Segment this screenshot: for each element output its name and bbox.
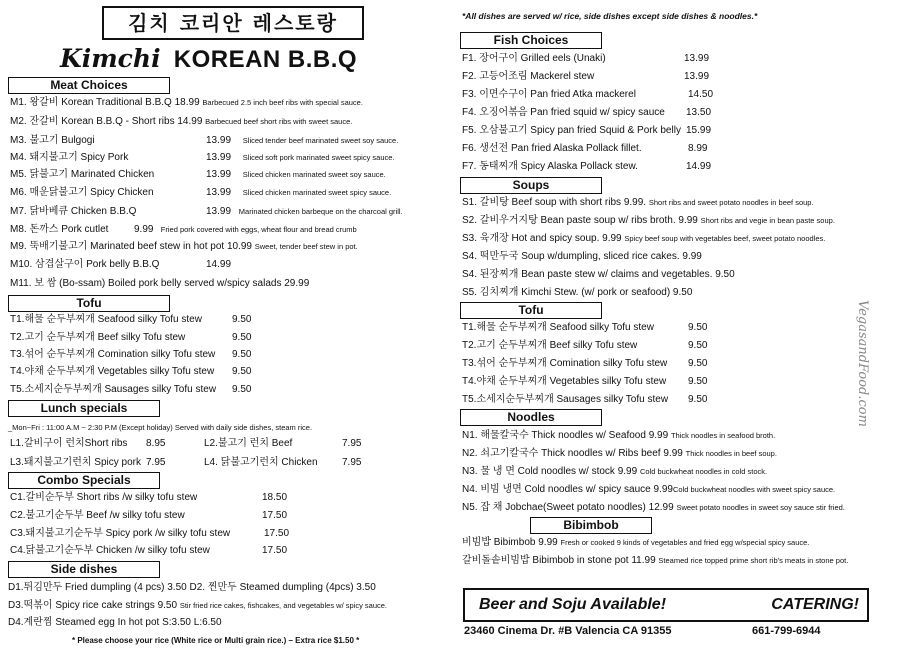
item-desc: Sliced soft pork marinated sweet spicy sauce. xyxy=(242,153,395,162)
menu-item-s1 xyxy=(462,196,814,210)
item-text: L4. 닭불고기런치 Chicken xyxy=(204,457,318,468)
item-price: 7.95 xyxy=(146,457,166,468)
phone-number: 661-799-6944 xyxy=(752,625,821,637)
menu-item-t3-right xyxy=(462,357,707,371)
item-desc: Barbecued 2.5 inch beef ribs with special sauce. xyxy=(202,98,363,107)
item-price: 15.99 xyxy=(686,125,712,136)
item-desc: Sweet, tender beef stew in pot. xyxy=(254,242,358,251)
item-desc: Thick noodles in seafood broth. xyxy=(670,431,776,440)
item-desc: Barbecued beef short ribs with sweet sauce. xyxy=(205,117,353,126)
menu-item-m3 xyxy=(10,134,398,148)
menu-item-s3 xyxy=(462,232,825,246)
item-price: 9.50 xyxy=(688,340,708,351)
item-text: S3. 육개장 Hot and spicy soup. 9.99 xyxy=(462,233,622,244)
menu-item-t2-left xyxy=(10,331,251,345)
item-desc: Short ribs and sweet potato noodles in beef soup. xyxy=(648,198,814,207)
title-main: KOREAN B.B.Q xyxy=(173,46,358,73)
section-heading-side: Side dishes xyxy=(8,561,160,578)
item-price: 9.50 xyxy=(232,366,252,377)
dishes-note: *All dishes are served w/ rice, side dishes except side dishes & noodles.* xyxy=(462,11,758,21)
menu-item-c4 xyxy=(10,544,287,558)
item-price: 14.99 xyxy=(686,161,712,172)
item-price: 9.50 xyxy=(688,394,708,405)
item-price: 17.50 xyxy=(262,545,288,556)
menu-item-f7 xyxy=(462,160,711,174)
menu-item-f6 xyxy=(462,142,707,156)
menu-item-l2 xyxy=(204,437,361,451)
item-desc: Stir fried rice cakes, fishcakes, and vegetables w/ spicy sauce. xyxy=(179,601,388,610)
item-text: T4.야채 순두부찌개 Vegetables silky Tofu stew xyxy=(462,376,667,387)
restaurant-title xyxy=(60,44,357,74)
item-text: S1. 갈비탕 Beef soup with short ribs 9.99. xyxy=(462,197,647,208)
item-price: 9.50 xyxy=(232,384,252,395)
item-text: S4. 된장찌개 Bean paste stew w/ claims and vegetables. 9.50 xyxy=(462,269,735,280)
menu-item-t3-left xyxy=(10,348,251,362)
menu-item-t5-right xyxy=(462,393,707,407)
item-price: 9.50 xyxy=(232,349,252,360)
kimchi-script-logo: Kimchi xyxy=(60,44,161,73)
item-text: F5. 오삼불고기 Spicy pan fried Squid & Pork belly xyxy=(462,125,681,136)
item-price: 13.99 xyxy=(684,53,710,64)
item-price: 9.50 xyxy=(232,332,252,343)
item-price: 18.50 xyxy=(262,492,288,503)
menu-item-t4-left xyxy=(10,365,251,379)
item-text: M11. 보 쌈 (Bo-ssam) Boiled pork belly served w/spicy salads xyxy=(10,278,282,289)
banner-catering: CATERING! xyxy=(771,596,859,613)
item-desc: Sliced tender beef marinated sweet soy sauce. xyxy=(242,136,399,145)
item-price: 13.99 xyxy=(206,152,232,163)
item-text: M7. 닭바베큐 Chicken B.B.Q xyxy=(10,206,137,217)
item-text: L2.불고기 런치 Beef xyxy=(204,438,293,449)
item-text: L3.돼지불고기런치 Spicy pork xyxy=(10,457,141,468)
item-text: F6. 생선전 Pan fried Alaska Pollack fillet. xyxy=(462,143,642,154)
menu-item-m2 xyxy=(10,115,352,129)
item-price: 13.99 xyxy=(206,206,232,217)
menu-item-s4a xyxy=(462,250,702,264)
item-text: N5. 잡 채 Jobchae(Sweet potato noodles) 12.99 xyxy=(462,502,674,513)
menu-item-stone-pot-bibimbob xyxy=(462,554,848,568)
item-text: C2.불고기순두부 Beef /w silky tofu stew xyxy=(10,510,185,521)
item-desc: Thick noodles in beef soup. xyxy=(685,449,777,458)
item-price: 13.50 xyxy=(686,107,712,118)
item-text: 갈비돌솥비빔밥 Bibimbob in stone pot 11.99 xyxy=(462,555,656,566)
item-text: C4.닭불고기순두부 Chicken /w silky tofu stew xyxy=(10,545,210,556)
item-text: M5. 닭불고기 Marinated Chicken xyxy=(10,169,155,180)
item-text: F2. 고등어조림 Mackerel stew xyxy=(462,71,595,82)
item-desc: Fresh or cooked 9 kinds of vegetables and fried egg w/special spicy sauce. xyxy=(560,538,810,547)
rice-footnote: * Please choose your rice (White rice or Multi grain rice.) – Extra rice $1.50 * xyxy=(72,636,360,645)
section-heading-tofu-left: Tofu xyxy=(8,295,170,312)
item-text: D3.떡볶이 Spicy rice cake strings 9.50 xyxy=(8,600,178,611)
item-text: S2. 갈비우거지탕 Bean paste soup w/ ribs broth. 9.99 xyxy=(462,215,698,226)
item-price: 8.99 xyxy=(688,143,708,154)
item-price: 9.50 xyxy=(688,322,708,333)
item-desc: Short ribs and vegie in bean paste soup. xyxy=(700,216,835,225)
menu-item-n1 xyxy=(462,429,775,443)
item-text: C3.돼지불고기순두부 Spicy pork /w silky tofu stew xyxy=(10,528,231,539)
item-price: 7.95 xyxy=(342,457,362,468)
item-desc: Cold buckwheat noodles in cold stock. xyxy=(639,467,768,476)
item-text: T1.해물 순두부찌개 Seafood silky Tofu stew xyxy=(462,322,654,333)
section-heading-meat: Meat Choices xyxy=(8,77,170,94)
item-text: T1.해물 순두부찌개 Seafood silky Tofu stew xyxy=(10,314,202,325)
item-price: 13.99 xyxy=(206,135,232,146)
section-heading-fish: Fish Choices xyxy=(460,32,602,49)
lunch-hours: _Mon~Fri : 11:00 A.M ~ 2:30 P.M (Except holiday) Served with daily side dishes, steam rice. xyxy=(8,423,313,432)
item-text: C1.갈비순두부 Short ribs /w silky tofu stew xyxy=(10,492,198,503)
watermark: VegasandFood.com xyxy=(855,300,870,427)
menu-item-s2 xyxy=(462,214,835,228)
item-text: T2.고기 순두부찌개 Beef silky Tofu stew xyxy=(462,340,638,351)
menu-item-m11 xyxy=(10,277,309,291)
item-desc: Sliced chicken marinated sweet soy sauce. xyxy=(242,170,386,179)
item-text: N3. 물 냉 면 Cold noodles w/ stock 9.99 xyxy=(462,466,638,477)
item-text: L1.갈비구이 런치Short ribs xyxy=(10,438,128,449)
item-price: 13.99 xyxy=(206,187,232,198)
item-text: D1.튀김만두 Fried dumpling (4 pcs) 3.50 D2. 찐만두 Steamed dumpling (4pcs) 3.50 xyxy=(8,582,376,593)
menu-item-m9 xyxy=(10,240,358,254)
item-desc: Spicy beef soup with vegetables beef, sweet potato noodles. xyxy=(624,234,826,243)
menu-item-n2 xyxy=(462,447,777,461)
menu-item-f1 xyxy=(462,52,709,66)
menu-item-d1-d2 xyxy=(8,581,376,595)
menu-item-f3 xyxy=(462,88,713,102)
item-price: 9.99 xyxy=(134,224,154,235)
banner-beer-soju: Beer and Soju Available! xyxy=(479,596,667,613)
item-text: T2.고기 순두부찌개 Beef silky Tofu stew xyxy=(10,332,186,343)
item-price: 10.99 xyxy=(226,241,252,252)
section-heading-noodles: Noodles xyxy=(460,409,602,426)
menu-item-m1 xyxy=(10,96,363,110)
item-price: 13.99 xyxy=(206,169,232,180)
item-price: 17.50 xyxy=(264,528,290,539)
menu-item-l4 xyxy=(204,456,361,470)
item-text: M1. 왕갈비 Korean Traditional B.B.Q 18.99 xyxy=(10,97,200,108)
item-price: 9.50 xyxy=(688,358,708,369)
item-price: 17.50 xyxy=(262,510,288,521)
item-price: 8.95 xyxy=(146,438,166,449)
section-heading-soups: Soups xyxy=(460,177,602,194)
menu-item-t5-left xyxy=(10,383,251,397)
menu-item-c2 xyxy=(10,509,287,523)
section-heading-combo: Combo Specials xyxy=(8,472,160,489)
item-desc: Sliced chicken marinated sweet spicy sauce. xyxy=(242,188,392,197)
menu-item-m7 xyxy=(10,205,403,219)
section-heading-lunch: Lunch specials xyxy=(8,400,160,417)
item-text: S4. 떡만두국 Soup w/dumpling, sliced rice cakes. 9.99 xyxy=(462,251,702,262)
item-text: S5. 김치찌개 Kimchi Stew. (w/ pork or seafood) 9.50 xyxy=(462,287,693,298)
item-price: 14.50 xyxy=(688,89,714,100)
item-text: T5.소세지순두부찌개 Sausages silky Tofu stew xyxy=(10,384,217,395)
menu-item-m4 xyxy=(10,151,395,165)
item-text: T4.야채 순두부찌개 Vegetables silky Tofu stew xyxy=(10,366,215,377)
item-text: M9. 뚝배기불고기 Marinated beef stew in hot pot xyxy=(10,241,225,252)
menu-item-n3 xyxy=(462,465,767,479)
menu-item-s4b xyxy=(462,268,735,282)
item-text: F3. 이면수구이 Pan fried Atka mackerel xyxy=(462,89,636,100)
menu-item-s5 xyxy=(462,286,692,300)
item-price: 29.99 xyxy=(284,278,310,289)
item-text: T5.소세지순두부찌개 Sausages silky Tofu stew xyxy=(462,394,669,405)
menu-item-t1-left xyxy=(10,313,251,327)
menu-item-c1 xyxy=(10,491,287,505)
item-desc: Cold buckwheat noodles with sweet spicy sauce. xyxy=(672,485,836,494)
menu-item-m6 xyxy=(10,186,391,200)
menu-item-m5 xyxy=(10,168,386,182)
menu-item-f2 xyxy=(462,70,709,84)
item-text: T3.섞어 순두부찌개 Comination silky Tofu stew xyxy=(10,349,216,360)
menu-item-l1 xyxy=(10,437,196,451)
item-desc: Sweet potato noodles in sweet soy sauce stir fried. xyxy=(676,503,845,512)
item-text: M3. 불고기 Bulgogi xyxy=(10,135,95,146)
beer-soju-banner xyxy=(463,588,869,622)
section-heading-tofu-right: Tofu xyxy=(460,302,602,319)
item-price: 9.50 xyxy=(232,314,252,325)
menu-item-l3 xyxy=(10,456,196,470)
item-text: M4. 돼지불고기 Spicy Pork xyxy=(10,152,129,163)
item-text: N2. 쇠고기칼국수 Thick noodles w/ Ribs beef 9.99 xyxy=(462,448,683,459)
menu-item-t1-right xyxy=(462,321,707,335)
item-text: F1. 장어구이 Grilled eels (Unaki) xyxy=(462,53,606,64)
item-desc: Steamed rice topped prime short rib's meats in stone pot. xyxy=(658,556,849,565)
menu-item-d4 xyxy=(8,616,222,630)
item-desc: Fried pork covered with eggs, wheat flour and bread crumb xyxy=(160,225,357,234)
section-heading-bibimbob: Bibimbob xyxy=(530,517,652,534)
korean-title: 김치 코리안 레스토랑 xyxy=(102,6,364,40)
menu-item-c3 xyxy=(10,527,289,541)
menu-item-f5 xyxy=(462,124,711,138)
menu-item-t2-right xyxy=(462,339,707,353)
item-text: F7. 동태찌개 Spicy Alaska Pollack stew. xyxy=(462,161,638,172)
item-text: N4. 비빔 냉면 Cold noodles w/ spicy sauce 9.99 xyxy=(462,484,673,495)
item-price: 13.99 xyxy=(684,71,710,82)
address: 23460 Cinema Dr. #B Valencia CA 91355 xyxy=(464,625,672,637)
menu-item-m10 xyxy=(10,258,231,272)
menu-item-n5 xyxy=(462,501,845,515)
item-text: N1. 해물칼국수 Thick noodles w/ Seafood 9.99 xyxy=(462,430,669,441)
item-price: 7.95 xyxy=(342,438,362,449)
item-desc: Marinated chicken barbeque on the charcoal grill. xyxy=(238,207,403,216)
item-text: 비빔밥 Bibimbob 9.99 xyxy=(462,537,558,548)
item-text: D4.계란찜 Steamed egg In hot pot S:3.50 L:6.50 xyxy=(8,617,222,628)
menu-item-n4 xyxy=(462,483,835,497)
item-text: T3.섞어 순두부찌개 Comination silky Tofu stew xyxy=(462,358,668,369)
menu-item-t4-right xyxy=(462,375,707,389)
item-price: 14.99 xyxy=(206,259,232,270)
item-text: M6. 매운닭불고기 Spicy Chicken xyxy=(10,187,154,198)
item-text: M10. 삼겹살구이 Pork belly B.B.Q xyxy=(10,259,160,270)
item-text: M8. 돈까스 Pork cutlet xyxy=(10,224,109,235)
menu-item-bibimbob xyxy=(462,536,809,550)
item-text: F4. 오징어볶음 Pan fried squid w/ spicy sauce xyxy=(462,107,665,118)
menu-item-f4 xyxy=(462,106,711,120)
item-price: 9.50 xyxy=(688,376,708,387)
item-text: M2. 잔갈비 Korean B.B.Q - Short ribs 14.99 xyxy=(10,116,203,127)
menu-item-m8 xyxy=(10,223,357,237)
menu-item-d3 xyxy=(8,599,387,613)
